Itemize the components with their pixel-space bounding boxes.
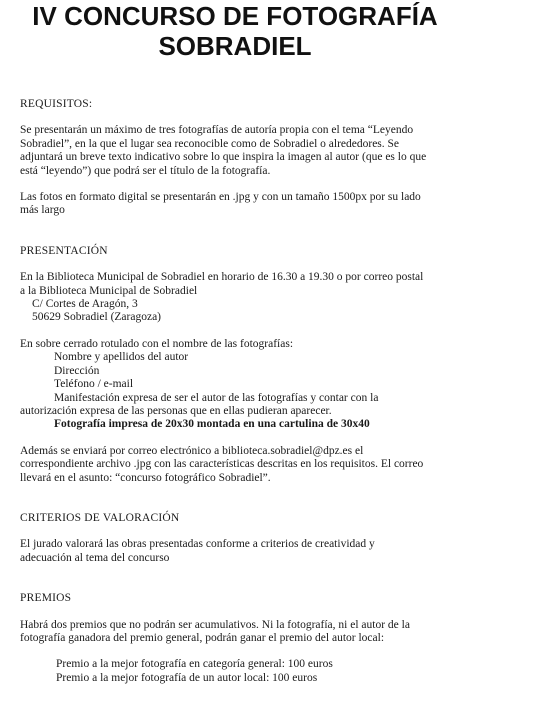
envelope-instructions: En sobre cerrado rotulado con el nombre de las fotografías:: [20, 337, 294, 350]
presentacion-text-line: a la Biblioteca Municipal de Sobradiel: [20, 284, 198, 297]
section-heading-presentacion: PRESENTACIÓN: [20, 244, 108, 257]
requisitos-text-line: Sobradiel”, en la que el lugar sea reconocible como de Sobradiel o alrededores. Se: [20, 137, 400, 150]
requisitos-text-line: Se presentarán un máximo de tres fotografías de autoría propia con el tema “Leyendo: [20, 124, 414, 137]
section-heading-requisitos: REQUISITOS:: [20, 98, 93, 110]
email-instructions-line: correspondiente archivo .jpg con las características descritas en los requisitos. El correo: [20, 458, 424, 471]
envelope-item: Dirección: [54, 364, 100, 377]
criterios-text-line: adecuación al tema del concurso: [20, 551, 170, 564]
presentacion-text-line: En la Biblioteca Municipal de Sobradiel en horario de 16.30 a 19.30 o por correo postal: [20, 271, 424, 284]
address-line: C/ Cortes de Aragón, 3: [32, 298, 138, 311]
section-heading-premios: PREMIOS: [20, 592, 72, 605]
requisitos-format-line: Las fotos en formato digital se presentarán en .jpg y con un tamaño 1500px por su lado: [20, 191, 421, 204]
contest-subtitle: SOBRADIEL: [158, 31, 312, 61]
criterios-text-line: El jurado valorará las obras presentadas conforme a criterios de creatividad y: [20, 538, 375, 551]
print-format-requirement: Fotografía impresa de 20x30 montada en una cartulina de 30x40: [54, 418, 370, 431]
requisitos-text-line: está “leyendo”) que podrá ser el título de la fotografía.: [20, 164, 271, 177]
address-line: 50629 Sobradiel (Zaragoza): [32, 311, 162, 324]
section-heading-criterios: CRITERIOS DE VALORACIÓN: [20, 511, 180, 524]
envelope-item-continued: autorización expresa de las personas que en ellas pudieran aparecer.: [20, 404, 332, 417]
premios-text-line: fotografía ganadora del premio general, podrán ganar el premio del autor local:: [20, 631, 385, 644]
requisitos-text-line: adjuntará un breve texto indicativo sobre lo que inspira la imagen al autor (que es lo que: [20, 151, 427, 164]
document-body: [20, 98, 440, 685]
premios-text-line: Habrá dos premios que no podrán ser acumulativos. Ni la fotografía, ni el autor de la: [20, 618, 410, 631]
requisitos-format-line: más largo: [20, 204, 65, 217]
envelope-item: Teléfono / e-mail: [54, 378, 134, 391]
contest-title: IV CONCURSO DE FOTOGRAFÍA: [32, 1, 438, 31]
prize-item: Premio a la mejor fotografía de un autor local: 100 euros: [56, 671, 318, 684]
email-instructions-line: Además se enviará por correo electrónico a biblioteca.sobradiel@dpz.es el: [20, 444, 364, 457]
prize-item: Premio a la mejor fotografía en categoría general: 100 euros: [56, 658, 333, 671]
email-instructions-line: llevará en el asunto: “concurso fotográfico Sobradiel”.: [20, 471, 271, 484]
envelope-item: Nombre y apellidos del autor: [54, 351, 189, 364]
envelope-item: Manifestación expresa de ser el autor de las fotografías y contar con la: [54, 391, 379, 404]
